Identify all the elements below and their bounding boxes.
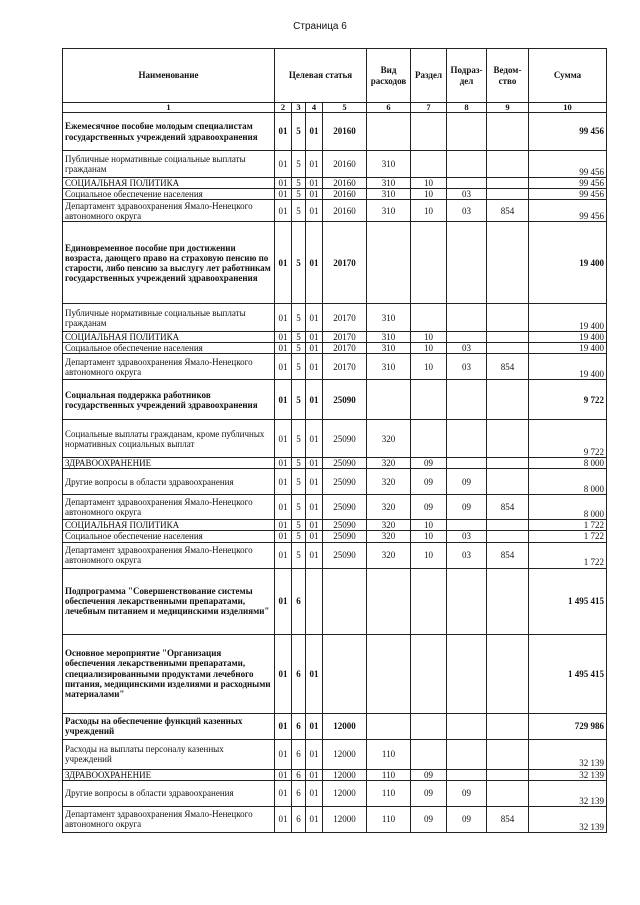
column-index: 10 (529, 103, 607, 113)
header-target-article: Целевая статья (275, 49, 367, 103)
expense-kind (367, 222, 411, 304)
header-row (63, 49, 607, 103)
table-row (63, 304, 607, 332)
table-row (63, 806, 607, 832)
subprogram-code: 5 (292, 304, 306, 332)
activity-code: 01 (306, 542, 323, 568)
section-code: 10 (411, 189, 447, 200)
department-code (487, 332, 529, 343)
row-sum: 19 400 (529, 332, 607, 343)
expense-kind: 320 (367, 469, 411, 495)
subsection-code (447, 713, 487, 739)
program-code: 01 (275, 520, 292, 531)
program-code: 01 (275, 469, 292, 495)
expense-kind: 310 (367, 200, 411, 222)
department-code (487, 739, 529, 769)
activity-code: 01 (306, 151, 323, 178)
department-code (487, 458, 529, 469)
direction-code: 25090 (323, 542, 367, 568)
activity-code: 01 (306, 739, 323, 769)
direction-code: 20160 (323, 113, 367, 151)
activity-code: 01 (306, 420, 323, 458)
program-code: 01 (275, 178, 292, 189)
row-sum: 1 495 415 (529, 634, 607, 713)
department-code (487, 469, 529, 495)
direction-code: 20170 (323, 304, 367, 332)
table-row (63, 469, 607, 495)
header-department: Ведом-ство (487, 49, 529, 103)
activity-code: 01 (306, 343, 323, 354)
expense-kind: 310 (367, 151, 411, 178)
direction-code: 25090 (323, 495, 367, 520)
program-code: 01 (275, 780, 292, 806)
expense-kind: 310 (367, 304, 411, 332)
direction-code: 20170 (323, 354, 367, 380)
direction-code: 20160 (323, 151, 367, 178)
department-code (487, 343, 529, 354)
row-name: Социальное обеспечение населения (63, 343, 275, 354)
program-code: 01 (275, 420, 292, 458)
subsection-code: 03 (447, 189, 487, 200)
activity-code: 01 (306, 189, 323, 200)
expense-kind: 320 (367, 420, 411, 458)
header-subsection: Подраз-дел (447, 49, 487, 103)
activity-code: 01 (306, 634, 323, 713)
section-code: 09 (411, 806, 447, 832)
activity-code: 01 (306, 304, 323, 332)
direction-code: 25090 (323, 420, 367, 458)
department-code (487, 634, 529, 713)
subsection-code: 03 (447, 343, 487, 354)
section-code: 10 (411, 332, 447, 343)
program-code: 01 (275, 343, 292, 354)
section-code: 09 (411, 469, 447, 495)
direction-code: 20170 (323, 222, 367, 304)
subprogram-code: 5 (292, 222, 306, 304)
department-code (487, 380, 529, 420)
page-number: Страница 6 (293, 21, 347, 32)
expense-kind (367, 713, 411, 739)
department-code (487, 178, 529, 189)
row-name: СОЦИАЛЬНАЯ ПОЛИТИКА (63, 178, 275, 189)
row-sum: 9 722 (529, 380, 607, 420)
subprogram-code: 5 (292, 469, 306, 495)
subsection-code (447, 304, 487, 332)
department-code (487, 420, 529, 458)
subsection-code (447, 520, 487, 531)
expense-kind: 310 (367, 178, 411, 189)
program-code: 01 (275, 200, 292, 222)
subsection-code: 09 (447, 469, 487, 495)
section-code (411, 568, 447, 634)
table-body (63, 113, 607, 833)
row-sum: 32 139 (529, 806, 607, 832)
activity-code: 01 (306, 713, 323, 739)
subprogram-code: 5 (292, 178, 306, 189)
column-index: 6 (367, 103, 411, 113)
row-sum: 99 456 (529, 113, 607, 151)
subprogram-code: 5 (292, 420, 306, 458)
row-name: Другие вопросы в области здравоохранения (63, 469, 275, 495)
subprogram-code: 5 (292, 332, 306, 343)
table-row (63, 520, 607, 531)
row-name: Публичные нормативные социальные выплаты гражданам (63, 151, 275, 178)
program-code: 01 (275, 304, 292, 332)
department-code: 854 (487, 495, 529, 520)
subprogram-code: 6 (292, 713, 306, 739)
activity-code: 01 (306, 200, 323, 222)
row-name: Ежемесячное пособие молодым специалистам государственных учреждений здравоохранения (63, 113, 275, 151)
row-name: Расходы на обеспечение функций казенных учреждений (63, 713, 275, 739)
direction-code (323, 568, 367, 634)
expense-kind: 320 (367, 520, 411, 531)
subprogram-code: 5 (292, 542, 306, 568)
table-row (63, 739, 607, 769)
department-code: 854 (487, 542, 529, 568)
row-sum: 8 000 (529, 495, 607, 520)
direction-code: 12000 (323, 769, 367, 780)
section-code: 09 (411, 780, 447, 806)
program-code: 01 (275, 634, 292, 713)
activity-code: 01 (306, 380, 323, 420)
header-sum: Сумма (529, 49, 607, 103)
row-sum: 19 400 (529, 354, 607, 380)
expense-kind: 320 (367, 458, 411, 469)
direction-code: 20160 (323, 189, 367, 200)
activity-code: 01 (306, 178, 323, 189)
expense-kind: 310 (367, 354, 411, 380)
expense-kind: 320 (367, 495, 411, 520)
row-name: Департамент здравоохранения Ямало-Ненецкого автономного округа (63, 542, 275, 568)
table-row (63, 420, 607, 458)
table-row (63, 222, 607, 304)
subprogram-code: 6 (292, 780, 306, 806)
table-row (63, 380, 607, 420)
row-sum: 32 139 (529, 739, 607, 769)
subsection-code: 03 (447, 531, 487, 542)
row-name: ЗДРАВООХРАНЕНИЕ (63, 458, 275, 469)
table-row (63, 495, 607, 520)
row-name: Другие вопросы в области здравоохранения (63, 780, 275, 806)
activity-code: 01 (306, 222, 323, 304)
table-row (63, 354, 607, 380)
subprogram-code: 6 (292, 634, 306, 713)
section-code: 10 (411, 520, 447, 531)
program-code: 01 (275, 806, 292, 832)
table-row (63, 332, 607, 343)
expense-kind: 110 (367, 806, 411, 832)
direction-code: 20160 (323, 178, 367, 189)
row-sum: 729 986 (529, 713, 607, 739)
subprogram-code: 5 (292, 354, 306, 380)
expense-kind: 110 (367, 769, 411, 780)
subprogram-code: 6 (292, 769, 306, 780)
table-row (63, 189, 607, 200)
section-code (411, 739, 447, 769)
table-row (63, 343, 607, 354)
expense-kind: 110 (367, 739, 411, 769)
activity-code: 01 (306, 495, 323, 520)
column-index: 2 (275, 103, 292, 113)
direction-code: 20170 (323, 343, 367, 354)
subprogram-code: 5 (292, 189, 306, 200)
program-code: 01 (275, 739, 292, 769)
subsection-code (447, 222, 487, 304)
section-code: 09 (411, 495, 447, 520)
budget-table (62, 48, 607, 833)
direction-code: 12000 (323, 780, 367, 806)
row-name: ЗДРАВООХРАНЕНИЕ (63, 769, 275, 780)
direction-code: 25090 (323, 380, 367, 420)
row-name: Департамент здравоохранения Ямало-Ненецкого автономного округа (63, 806, 275, 832)
subprogram-code: 5 (292, 343, 306, 354)
activity-code: 01 (306, 531, 323, 542)
subsection-code (447, 420, 487, 458)
program-code: 01 (275, 542, 292, 568)
department-code (487, 151, 529, 178)
subsection-code (447, 769, 487, 780)
row-sum: 32 139 (529, 769, 607, 780)
row-name: Департамент здравоохранения Ямало-Ненецкого автономного округа (63, 495, 275, 520)
table-row (63, 713, 607, 739)
activity-code: 01 (306, 769, 323, 780)
subprogram-code: 6 (292, 568, 306, 634)
department-code: 854 (487, 806, 529, 832)
program-code: 01 (275, 332, 292, 343)
subprogram-code: 5 (292, 495, 306, 520)
table-row (63, 634, 607, 713)
section-code (411, 304, 447, 332)
program-code: 01 (275, 458, 292, 469)
program-code: 01 (275, 380, 292, 420)
table-row (63, 113, 607, 151)
subprogram-code: 5 (292, 520, 306, 531)
department-code: 854 (487, 354, 529, 380)
table-row (63, 458, 607, 469)
column-index: 3 (292, 103, 306, 113)
direction-code: 12000 (323, 806, 367, 832)
direction-code: 20160 (323, 200, 367, 222)
expense-kind: 310 (367, 189, 411, 200)
subprogram-code: 5 (292, 113, 306, 151)
direction-code: 25090 (323, 469, 367, 495)
subsection-code (447, 634, 487, 713)
row-sum: 99 456 (529, 151, 607, 178)
subsection-code (447, 458, 487, 469)
program-code: 01 (275, 113, 292, 151)
row-name: Расходы на выплаты персоналу казенных учреждений (63, 739, 275, 769)
section-code: 09 (411, 458, 447, 469)
expense-kind: 320 (367, 542, 411, 568)
direction-code: 20170 (323, 332, 367, 343)
subsection-code (447, 568, 487, 634)
expense-kind: 320 (367, 531, 411, 542)
program-code: 01 (275, 769, 292, 780)
subsection-code: 09 (447, 495, 487, 520)
section-code (411, 151, 447, 178)
direction-code: 25090 (323, 520, 367, 531)
table-row (63, 200, 607, 222)
subsection-code (447, 739, 487, 769)
column-index: 1 (63, 103, 275, 113)
activity-code: 01 (306, 780, 323, 806)
subsection-code (447, 151, 487, 178)
table-row (63, 769, 607, 780)
section-code (411, 222, 447, 304)
program-code: 01 (275, 189, 292, 200)
activity-code: 01 (306, 354, 323, 380)
row-sum: 19 400 (529, 343, 607, 354)
row-name: Департамент здравоохранения Ямало-Ненецкого автономного округа (63, 200, 275, 222)
row-sum: 8 000 (529, 469, 607, 495)
section-code (411, 713, 447, 739)
section-code (411, 634, 447, 713)
subsection-code: 03 (447, 542, 487, 568)
program-code: 01 (275, 531, 292, 542)
expense-kind: 110 (367, 780, 411, 806)
column-index-row (63, 103, 607, 113)
row-name: Подпрограмма "Совершенствование системы обеспечения лекарственными препаратами, лечебным питанием и медицинскими изделиями" (63, 568, 275, 634)
table-row (63, 568, 607, 634)
direction-code: 12000 (323, 739, 367, 769)
department-code (487, 222, 529, 304)
section-code: 10 (411, 343, 447, 354)
section-code: 10 (411, 531, 447, 542)
activity-code: 01 (306, 458, 323, 469)
row-sum: 99 456 (529, 200, 607, 222)
section-code: 10 (411, 178, 447, 189)
expense-kind: 310 (367, 343, 411, 354)
table-row (63, 531, 607, 542)
expense-kind (367, 568, 411, 634)
row-sum: 19 400 (529, 304, 607, 332)
row-sum: 1 722 (529, 531, 607, 542)
column-index: 8 (447, 103, 487, 113)
department-code (487, 769, 529, 780)
row-sum: 1 722 (529, 542, 607, 568)
activity-code: 01 (306, 520, 323, 531)
header-section: Раздел (411, 49, 447, 103)
department-code (487, 113, 529, 151)
column-index: 7 (411, 103, 447, 113)
activity-code: 01 (306, 806, 323, 832)
department-code: 854 (487, 200, 529, 222)
subprogram-code: 5 (292, 531, 306, 542)
expense-kind (367, 113, 411, 151)
section-code: 10 (411, 542, 447, 568)
program-code: 01 (275, 354, 292, 380)
row-name: Публичные нормативные социальные выплаты гражданам (63, 304, 275, 332)
activity-code: 01 (306, 332, 323, 343)
department-code (487, 568, 529, 634)
subsection-code (447, 380, 487, 420)
subsection-code: 09 (447, 780, 487, 806)
table-row (63, 542, 607, 568)
department-code (487, 189, 529, 200)
column-index: 9 (487, 103, 529, 113)
row-sum: 99 456 (529, 178, 607, 189)
subprogram-code: 5 (292, 458, 306, 469)
subsection-code: 09 (447, 806, 487, 832)
row-sum: 19 400 (529, 222, 607, 304)
section-code: 10 (411, 200, 447, 222)
department-code (487, 780, 529, 806)
table-row (63, 178, 607, 189)
subsection-code: 03 (447, 354, 487, 380)
row-sum: 8 000 (529, 458, 607, 469)
row-name: Социальное обеспечение населения (63, 531, 275, 542)
direction-code: 25090 (323, 458, 367, 469)
program-code: 01 (275, 151, 292, 178)
subsection-code (447, 332, 487, 343)
row-name: СОЦИАЛЬНАЯ ПОЛИТИКА (63, 332, 275, 343)
row-name: Основное мероприятие "Организация обеспечения лекарственными препаратами, специализированными продуктами лечебного питания, медицинскими изделиями и расходными материалами" (63, 634, 275, 713)
subprogram-code: 6 (292, 806, 306, 832)
row-sum: 32 139 (529, 780, 607, 806)
subprogram-code: 5 (292, 151, 306, 178)
subprogram-code: 6 (292, 739, 306, 769)
subprogram-code: 5 (292, 200, 306, 222)
direction-code: 12000 (323, 713, 367, 739)
department-code (487, 520, 529, 531)
row-sum: 1 722 (529, 520, 607, 531)
subprogram-code: 5 (292, 380, 306, 420)
direction-code (323, 634, 367, 713)
activity-code: 01 (306, 113, 323, 151)
program-code: 01 (275, 222, 292, 304)
program-code: 01 (275, 495, 292, 520)
column-index: 5 (323, 103, 367, 113)
row-name: Единовременное пособие при достижении возраста, дающего право на страховую пенсию по старости, либо пенсию за выслугу лет работникам государственных учреждений здравоохранения (63, 222, 275, 304)
column-index: 4 (306, 103, 323, 113)
row-sum: 99 456 (529, 189, 607, 200)
section-code (411, 113, 447, 151)
table-row (63, 780, 607, 806)
row-name: СОЦИАЛЬНАЯ ПОЛИТИКА (63, 520, 275, 531)
row-name: Социальная поддержка работников государственных учреждений здравоохранения (63, 380, 275, 420)
header-name: Наименование (63, 49, 275, 103)
subsection-code (447, 113, 487, 151)
department-code (487, 713, 529, 739)
header-expense-kind: Вид расходов (367, 49, 411, 103)
row-name: Социальные выплаты гражданам, кроме публичных нормативных социальных выплат (63, 420, 275, 458)
subsection-code: 03 (447, 200, 487, 222)
section-code (411, 380, 447, 420)
row-name: Департамент здравоохранения Ямало-Ненецкого автономного округа (63, 354, 275, 380)
section-code: 09 (411, 769, 447, 780)
expense-kind (367, 380, 411, 420)
expense-kind (367, 634, 411, 713)
activity-code (306, 568, 323, 634)
direction-code: 25090 (323, 531, 367, 542)
program-code: 01 (275, 568, 292, 634)
row-sum: 1 495 415 (529, 568, 607, 634)
activity-code: 01 (306, 469, 323, 495)
department-code (487, 304, 529, 332)
expense-kind: 310 (367, 332, 411, 343)
subsection-code (447, 178, 487, 189)
program-code: 01 (275, 713, 292, 739)
row-sum: 9 722 (529, 420, 607, 458)
department-code (487, 531, 529, 542)
section-code: 10 (411, 354, 447, 380)
table-row (63, 151, 607, 178)
section-code (411, 420, 447, 458)
row-name: Социальное обеспечение населения (63, 189, 275, 200)
